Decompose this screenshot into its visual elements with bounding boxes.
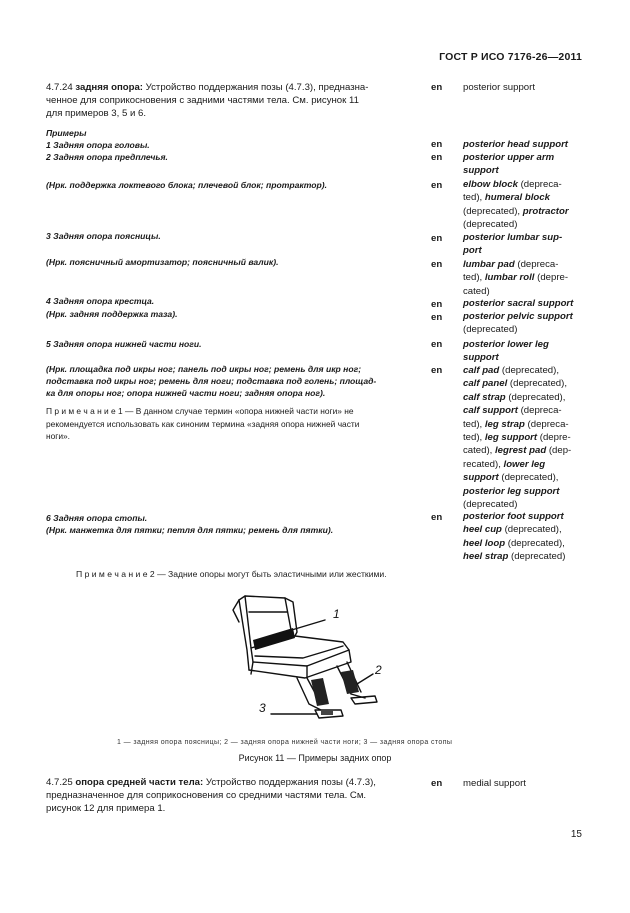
example-3: 3 Задняя опора поясницы.: [46, 231, 161, 241]
term: calf strap: [463, 391, 506, 403]
note: (depreca-: [514, 259, 559, 270]
entry-number: 4.7.24: [46, 82, 73, 93]
term: humeral block: [484, 192, 550, 204]
note-label: П р и м е ч а н и е 1: [46, 406, 123, 416]
term: heel cup: [463, 524, 502, 536]
term: protractor: [522, 205, 569, 217]
lang-code: en: [431, 82, 443, 93]
note: (depre-: [534, 272, 569, 284]
note: (depreca-: [517, 405, 562, 417]
example-6-deprecated: (Нрк. манжетка для пятки; петля для пятки; ремень для пятки).: [46, 525, 334, 535]
page-number: 15: [570, 829, 582, 840]
note-text: — Задние опоры могут быть эластичными или жесткими.: [154, 569, 387, 579]
definition-line-3: рисунок 12 для примера 1.: [46, 803, 166, 814]
en-term-pelvic: [463, 310, 583, 337]
deprecated-line-3: ка для опоры ног; опора нижней части ноги; задняя опора ног).: [46, 388, 326, 398]
en-term-lower-leg: [463, 338, 583, 365]
term: elbow block: [463, 179, 518, 190]
deprecated-line-1: (Нрк. площадка под икры ног; панель под икры ног; ремень для икр ног;: [46, 364, 362, 374]
note-label: П р и м е ч а н и е 2: [76, 569, 155, 579]
note: (deprecated): [463, 219, 518, 231]
note: (depreca-: [524, 418, 569, 430]
lang-code: en: [431, 312, 443, 323]
en-term-lumbar-pad: [463, 258, 583, 298]
en-term: posterior support: [463, 82, 535, 93]
term: calf pad: [463, 365, 500, 376]
en-term-head: [463, 138, 583, 151]
example-5-deprecated: [46, 363, 420, 399]
note: recated),: [463, 458, 504, 470]
lang-code: en: [431, 299, 443, 310]
definition-line-1: Устройство поддержания позы (4.7.3), предназна-: [145, 82, 369, 93]
callout-3: 3: [259, 701, 266, 715]
en-term-upper-arm: [463, 151, 583, 178]
figure-legend: 1 — задняя опора поясницы; 2 — задняя опора нижней части ноги; 3 — задняя опора стопы: [117, 739, 453, 746]
example-4: 4 Задняя опора крестца.: [46, 296, 155, 306]
example-1: 1 Задняя опора головы.: [46, 140, 150, 150]
lang-code: en: [431, 259, 443, 270]
note: (deprecated),: [507, 378, 567, 390]
definition-line-1: Устройство поддержания позы (4.7.3),: [203, 777, 376, 788]
example-5: 5 Задняя опора нижней части ноги.: [46, 339, 202, 349]
note: (dep-: [546, 445, 572, 457]
definition-line-2: предназначенное для соприкосновения со средними частями тела. См.: [46, 790, 367, 801]
term: lumbar roll: [484, 272, 535, 284]
note: (deprecated): [463, 499, 518, 511]
term: posterior lumbar sup-: [463, 232, 563, 243]
example-2: 2 Задняя опора предплечья.: [46, 152, 168, 162]
lang-code: en: [431, 180, 443, 191]
note: ted),: [463, 192, 485, 204]
example-6: 6 Задняя опора стопы.: [46, 513, 148, 523]
example-3-deprecated: (Нрк. поясничный амортизатор; поясничный валик).: [46, 257, 279, 267]
en-term-elbow: [463, 178, 583, 232]
term: support: [463, 472, 499, 484]
term: lumbar pad: [463, 259, 515, 270]
term: posterior upper arm: [463, 152, 555, 163]
note-line-1: — В данном случае термин «опора нижней части ноги» не: [122, 406, 354, 416]
note-1: [46, 405, 420, 443]
lang-code: en: [431, 339, 443, 350]
term: calf panel: [463, 378, 508, 390]
definition-line-2: ченное для соприкосновения с задними частями тела. См. рисунок 11: [46, 95, 359, 106]
note: ted),: [463, 418, 485, 430]
term: calf support: [463, 405, 518, 417]
definition-line-3: для примеров 3, 5 и 6.: [46, 108, 147, 119]
lang-code: en: [431, 778, 443, 789]
entry-term: задняя опора:: [75, 82, 143, 93]
term: heel strap: [463, 551, 509, 563]
en-term-calf-list: [463, 364, 583, 511]
note: (deprecated),: [505, 391, 566, 403]
term: heel loop: [463, 537, 506, 549]
term: posterior lower leg: [463, 339, 549, 350]
note: (deprecated): [463, 324, 518, 336]
figure-caption: Рисунок 11 — Примеры задних опор: [238, 753, 392, 763]
note: (deprecated),: [501, 524, 562, 536]
lang-code: en: [431, 233, 443, 244]
entry-term: опора средней части тела:: [75, 777, 204, 788]
entry-4-7-24-definition: [46, 81, 420, 120]
note: cated),: [463, 445, 495, 457]
note: ted),: [463, 272, 485, 284]
lang-code: en: [431, 512, 443, 523]
term: lower leg: [503, 458, 546, 470]
lang-code: en: [431, 139, 443, 150]
figure-11-wheelchair-drawing: [225, 592, 405, 730]
term: legrest pad: [495, 445, 547, 457]
note: (deprecated),: [505, 537, 565, 549]
note: ted),: [463, 432, 485, 444]
note: (deprecated),: [499, 365, 559, 376]
entry-4-7-25-definition: [46, 776, 420, 815]
entry-number: 4.7.25: [46, 777, 73, 788]
note: (deprecated): [508, 551, 566, 563]
note: (deprecated),: [463, 205, 523, 217]
lang-code: en: [431, 365, 443, 376]
term: support: [463, 352, 499, 364]
term: port: [463, 245, 482, 257]
document-header: ГОСТ Р ИСО 7176-26—2011: [439, 51, 582, 63]
callout-2: 2: [375, 663, 382, 677]
note-line-3: ноги».: [46, 431, 71, 442]
term: support: [463, 165, 499, 177]
term: posterior leg support: [463, 485, 560, 497]
note-2: [76, 569, 387, 579]
en-term: medial support: [463, 778, 526, 789]
note: cated): [463, 285, 490, 297]
note-line-2: рекомендуется использовать как синоним термина «задняя опора нижней части: [46, 418, 360, 429]
en-term-lumbar: [463, 231, 583, 258]
term: posterior sacral support: [463, 298, 574, 309]
lang-code: en: [431, 152, 443, 163]
example-2-deprecated: (Нрк. поддержка локтевого блока; плечевой блок; протрактор).: [46, 180, 328, 190]
term: posterior head support: [463, 139, 569, 150]
en-term-sacral: [463, 297, 583, 310]
term: leg strap: [484, 418, 525, 430]
note: (deprеca-: [517, 179, 562, 190]
term: leg support: [484, 432, 538, 444]
term: posterior foot support: [463, 511, 564, 522]
example-4-deprecated: (Нрк. задняя поддержка таза).: [46, 309, 178, 319]
en-term-foot: [463, 510, 583, 564]
note: (depre-: [537, 432, 571, 444]
examples-heading: Примеры: [46, 128, 87, 138]
term: posterior pelvic support: [463, 311, 573, 322]
deprecated-line-2: подставка под икры ног; ремень для ноги; подставка под голень; площад-: [46, 376, 377, 386]
callout-1: 1: [333, 607, 340, 621]
note: (deprecated),: [498, 472, 559, 484]
